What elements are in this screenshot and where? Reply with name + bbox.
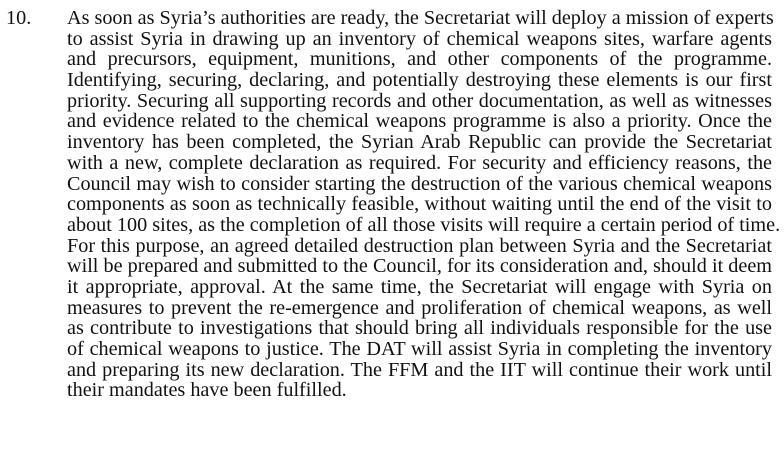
paragraph-number: 10. xyxy=(6,7,32,29)
paragraph-line: For this purpose, an agreed detailed destruction plan between Syria and the Secretariat xyxy=(67,234,772,257)
paragraph-line: it appropriate, approval. At the same time, the Secretariat will engage with Syria on xyxy=(67,275,772,298)
paragraph-line: Identifying, securing, declaring, and potentially destroying these elements is our first xyxy=(67,69,772,92)
paragraph-line: As soon as Syria’s authorities are ready, the Secretariat will deploy a mission of experts xyxy=(67,7,774,29)
paragraph-line: Council may wish to consider starting the destruction of the various chemical weapons xyxy=(67,172,772,195)
paragraph-line: inventory has been completed, the Syrian Arab Republic can provide the Secretariat xyxy=(67,131,772,154)
paragraph-line: about 100 sites, as the completion of all those visits will require a certain period of time. xyxy=(67,213,781,236)
paragraph-line: and precursors, equipment, munitions, and other components of the programme. xyxy=(67,48,772,71)
paragraph-line: components as soon as technically feasible, without waiting until the end of the visit to xyxy=(67,193,772,216)
paragraph-line: will be prepared and submitted to the Council, for its consideration and, should it deem xyxy=(67,255,772,278)
paragraph-line: priority. Securing all supporting records and other documentation, as well as witnesses xyxy=(67,89,772,112)
paragraph-line: to assist Syria in drawing up an inventory of chemical weapons sites, warfare agents xyxy=(67,27,772,50)
paragraph-body xyxy=(67,7,781,402)
paragraph-line: their mandates have been fulfilled. xyxy=(67,379,347,402)
paragraph-line: with a new, complete declaration as required. For security and efficiency reasons, the xyxy=(67,151,772,174)
paragraph-line: as contribute to investigations that should bring all individuals responsible for the use xyxy=(67,317,772,340)
paragraph-line: and evidence related to the chemical weapons programme is also a priority. Once the xyxy=(67,110,772,133)
paragraph-line: and preparing its new declaration. The FFM and the IIT will continue their work until xyxy=(67,358,772,381)
paragraph-line: of chemical weapons to justice. The DAT will assist Syria in completing the inventory xyxy=(67,338,772,360)
paragraph-line: measures to prevent the re-emergence and proliferation of chemical weapons, as well xyxy=(67,296,772,319)
